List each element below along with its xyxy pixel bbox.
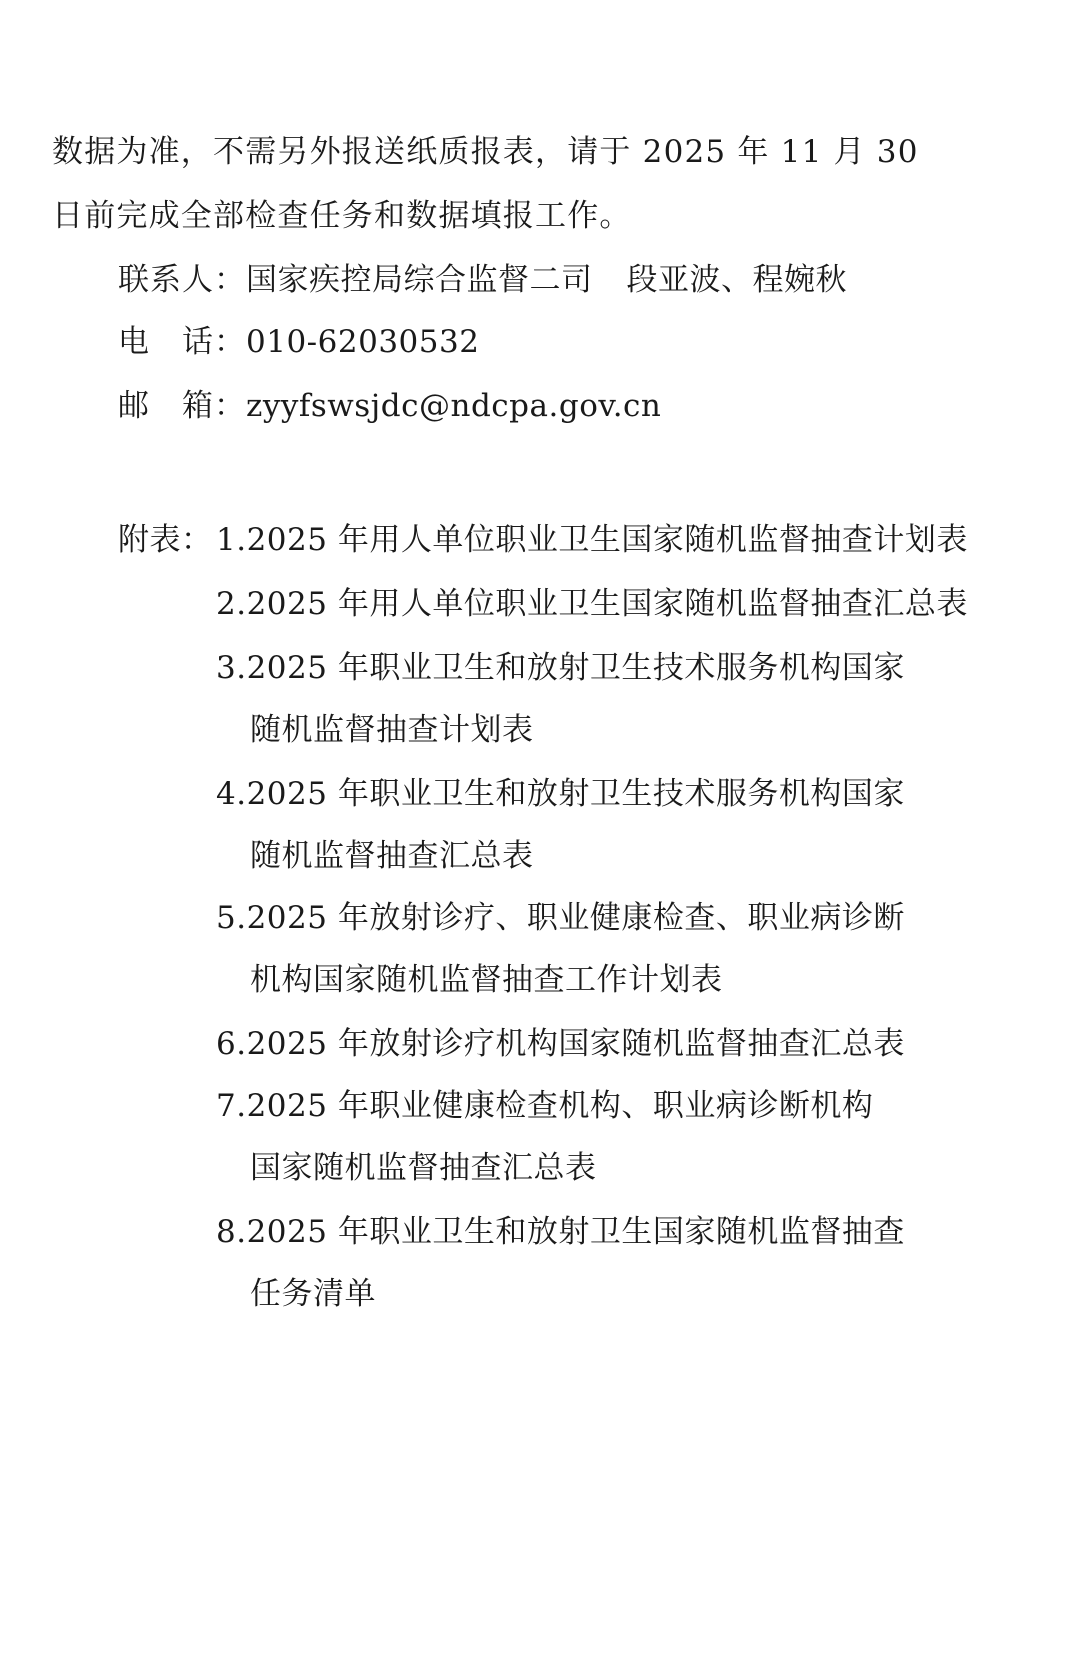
attachment-item-4: 4.2025 年职业卫生和放射卫生技术服务机构国家 bbox=[216, 776, 905, 812]
attachment-item-3-continued: 随机监督抽查计划表 bbox=[250, 712, 534, 748]
contact-email-value: zyyfswsjdc@ndcpa.gov.cn bbox=[246, 388, 662, 424]
contact-phone-row bbox=[118, 322, 479, 362]
attachment-item-5-continued: 机构国家随机监督抽查工作计划表 bbox=[250, 962, 723, 998]
contact-person-label: 联系人： bbox=[118, 262, 246, 298]
contact-person-department: 国家疾控局综合监督二司 bbox=[246, 262, 593, 298]
body-text-line-1: 数据为准，不需另外报送纸质报表，请于 2025 年 11 月 30 bbox=[52, 134, 919, 170]
attachment-item-4-continued: 随机监督抽查汇总表 bbox=[250, 838, 534, 874]
body-text-line-2: 日前完成全部检查任务和数据填报工作。 bbox=[52, 198, 632, 234]
attachments-label: 附表： bbox=[118, 522, 213, 558]
contact-phone-label: 电 话： bbox=[118, 324, 246, 360]
contact-phone-value: 010-62030532 bbox=[246, 324, 480, 360]
attachment-item-2: 2.2025 年用人单位职业卫生国家随机监督抽查汇总表 bbox=[216, 586, 968, 622]
contact-person-row bbox=[118, 260, 847, 300]
contact-email-label: 邮 箱： bbox=[118, 388, 246, 424]
attachment-item-8: 8.2025 年职业卫生和放射卫生国家随机监督抽查 bbox=[216, 1214, 905, 1250]
contact-email-row bbox=[118, 386, 661, 426]
contact-person-names: 段亚波、程婉秋 bbox=[626, 262, 847, 298]
attachment-item-3: 3.2025 年职业卫生和放射卫生技术服务机构国家 bbox=[216, 650, 905, 686]
attachment-item-7-continued: 国家随机监督抽查汇总表 bbox=[250, 1150, 597, 1186]
attachment-item-6: 6.2025 年放射诊疗机构国家随机监督抽查汇总表 bbox=[216, 1026, 905, 1062]
attachment-item-7: 7.2025 年职业健康检查机构、职业病诊断机构 bbox=[216, 1088, 874, 1124]
attachment-item-8-continued: 任务清单 bbox=[250, 1276, 376, 1312]
attachment-item-5: 5.2025 年放射诊疗、职业健康检查、职业病诊断 bbox=[216, 900, 905, 936]
attachment-item-1: 1.2025 年用人单位职业卫生国家随机监督抽查计划表 bbox=[216, 522, 968, 558]
